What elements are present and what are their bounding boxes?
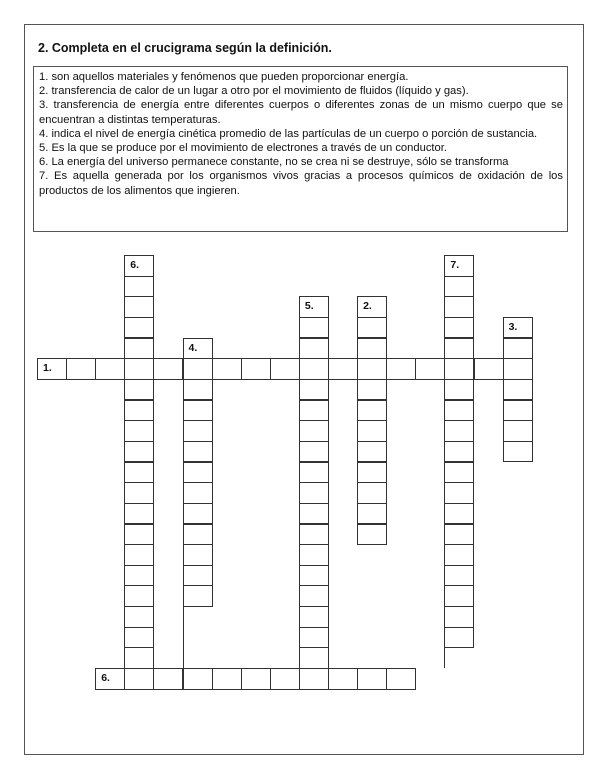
answer-cell[interactable] — [503, 400, 533, 422]
clue-number-cell — [37, 358, 67, 380]
answer-cell[interactable] — [183, 565, 213, 587]
clue-number-cell — [357, 296, 387, 318]
clue-number-cell — [503, 317, 533, 339]
answer-cell[interactable] — [444, 400, 474, 422]
clue-number-cell — [444, 255, 474, 277]
answer-cell[interactable] — [357, 338, 387, 360]
answer-cell[interactable] — [241, 668, 271, 690]
answer-cell[interactable] — [124, 544, 154, 566]
answer-cell[interactable] — [124, 338, 154, 360]
answer-cell[interactable] — [357, 379, 387, 401]
answer-cell[interactable] — [444, 338, 474, 360]
answer-cell[interactable] — [357, 462, 387, 484]
answer-cell[interactable] — [299, 647, 329, 669]
answer-cell[interactable] — [299, 503, 329, 525]
answer-cell[interactable] — [124, 668, 154, 690]
answer-cell[interactable] — [124, 400, 154, 422]
answer-cell[interactable] — [299, 441, 329, 463]
answer-cell[interactable] — [124, 606, 154, 628]
clue-number-label: 1. — [43, 362, 52, 375]
answer-cell[interactable] — [124, 379, 154, 401]
answer-cell[interactable] — [124, 482, 154, 504]
clue-number-label: 6. — [101, 672, 110, 684]
answer-cell[interactable] — [212, 358, 242, 380]
answer-cell[interactable] — [444, 317, 474, 339]
answer-cell[interactable] — [124, 647, 154, 669]
answer-cell[interactable] — [503, 338, 533, 360]
answer-cell[interactable] — [299, 606, 329, 628]
answer-cell[interactable] — [124, 565, 154, 587]
answer-cell[interactable] — [183, 420, 213, 442]
answer-cell[interactable] — [124, 503, 154, 525]
answer-cell[interactable] — [183, 503, 213, 525]
definition-7: 7. Es aquella generada por los organismos vivos gracias a procesos químicos de oxidación de los productos de los alimentos que ingieren. — [39, 170, 563, 197]
answer-cell[interactable] — [299, 544, 329, 566]
answer-cell[interactable] — [212, 668, 242, 690]
answer-cell[interactable] — [124, 317, 154, 339]
definition-2: 2. transferencia de calor de un lugar a otro por el movimiento de fluidos (líquido y gas). — [39, 85, 469, 98]
answer-cell[interactable] — [124, 358, 154, 380]
answer-cell[interactable] — [444, 420, 474, 442]
clue-number-cell — [299, 296, 329, 318]
answer-cell[interactable] — [183, 668, 213, 690]
answer-cell[interactable] — [503, 358, 533, 380]
answer-cell[interactable] — [299, 400, 329, 422]
answer-cell[interactable] — [444, 276, 474, 298]
exercise-title: 2. Completa en el crucigrama según la definición. — [38, 41, 332, 55]
answer-cell[interactable] — [299, 565, 329, 587]
answer-cell[interactable] — [153, 668, 183, 690]
answer-cell[interactable] — [95, 358, 125, 380]
answer-cell[interactable] — [503, 441, 533, 463]
answer-cell[interactable] — [357, 441, 387, 463]
answer-cell[interactable] — [183, 544, 213, 566]
answer-cell[interactable] — [357, 400, 387, 422]
clue-number-cell — [124, 255, 154, 277]
clue-number-label: 5. — [304, 300, 314, 313]
clue-number-label: 3. — [508, 320, 518, 333]
answer-cell[interactable] — [386, 358, 416, 380]
answer-cell[interactable] — [124, 627, 154, 649]
answer-cell[interactable] — [474, 358, 504, 380]
grid-guide-line — [444, 647, 445, 668]
grid-guide-line — [183, 606, 184, 668]
answer-cell[interactable] — [299, 317, 329, 339]
answer-cell[interactable] — [124, 524, 154, 546]
definition-5: 5. Es la que se produce por el movimiento de electrones a través de un conductor. — [39, 142, 447, 155]
clue-number-cell — [183, 338, 213, 360]
answer-cell[interactable] — [124, 462, 154, 484]
clue-number-label: 2. — [363, 300, 372, 313]
answer-cell[interactable] — [357, 503, 387, 525]
answer-cell[interactable] — [357, 524, 387, 546]
definition-6: 6. La energía del universo permanece constante, no se crea ni se destruye, sólo se transforma — [39, 156, 509, 169]
answer-cell[interactable] — [299, 379, 329, 401]
answer-cell[interactable] — [444, 441, 474, 463]
answer-cell[interactable] — [299, 627, 329, 649]
answer-cell[interactable] — [444, 462, 474, 484]
answer-cell[interactable] — [183, 379, 213, 401]
answer-cell[interactable] — [124, 276, 154, 298]
clue-number-cell — [95, 668, 125, 690]
answer-cell[interactable] — [357, 482, 387, 504]
answer-cell[interactable] — [66, 358, 96, 380]
answer-cell[interactable] — [444, 565, 474, 587]
answer-cell[interactable] — [328, 358, 358, 380]
answer-cell[interactable] — [444, 358, 474, 380]
answer-cell[interactable] — [386, 668, 416, 690]
answer-cell[interactable] — [183, 358, 213, 380]
answer-cell[interactable] — [357, 668, 387, 690]
answer-cell[interactable] — [299, 668, 329, 690]
answer-cell[interactable] — [124, 420, 154, 442]
answer-cell[interactable] — [357, 420, 387, 442]
answer-cell[interactable] — [299, 482, 329, 504]
answer-cell[interactable] — [444, 503, 474, 525]
answer-cell[interactable] — [270, 358, 300, 380]
answer-cell[interactable] — [357, 358, 387, 380]
answer-cell[interactable] — [503, 420, 533, 442]
answer-cell[interactable] — [183, 482, 213, 504]
definitions-box — [33, 66, 568, 232]
answer-cell[interactable] — [124, 441, 154, 463]
definition-4: 4. indica el nivel de energía cinética promedio de las partículas de un cuerpo o porción de sustancia. — [39, 127, 538, 140]
answer-cell[interactable] — [444, 606, 474, 628]
answer-cell[interactable] — [444, 524, 474, 546]
answer-cell[interactable] — [183, 400, 213, 422]
clue-number-label: 4. — [188, 341, 198, 354]
answer-cell[interactable] — [183, 441, 213, 463]
answer-cell[interactable] — [444, 627, 474, 649]
answer-cell[interactable] — [183, 524, 213, 546]
answer-cell[interactable] — [153, 358, 183, 380]
answer-cell[interactable] — [328, 668, 358, 690]
answer-cell[interactable] — [415, 358, 445, 380]
answer-cell[interactable] — [270, 668, 300, 690]
answer-cell[interactable] — [299, 524, 329, 546]
answer-cell[interactable] — [444, 544, 474, 566]
answer-cell[interactable] — [183, 462, 213, 484]
answer-cell[interactable] — [503, 379, 533, 401]
definition-3: 3. transferencia de energía entre diferentes cuerpos o diferentes zonas de un mismo cuerpo que se encuentran a distintas temperaturas. — [39, 99, 563, 126]
answer-cell[interactable] — [444, 482, 474, 504]
answer-cell[interactable] — [299, 338, 329, 360]
clue-number-label: 6. — [130, 259, 140, 271]
answer-cell[interactable] — [444, 585, 474, 607]
answer-cell[interactable] — [299, 462, 329, 484]
answer-cell[interactable] — [124, 585, 154, 607]
answer-cell[interactable] — [444, 296, 474, 318]
answer-cell[interactable] — [183, 585, 213, 607]
answer-cell[interactable] — [299, 420, 329, 442]
answer-cell[interactable] — [124, 296, 154, 318]
answer-cell[interactable] — [444, 379, 474, 401]
answer-cell[interactable] — [299, 585, 329, 607]
answer-cell[interactable] — [357, 317, 387, 339]
answer-cell[interactable] — [241, 358, 271, 380]
definition-1: 1. son aquellos materiales y fenómenos que pueden proporcionar energía. — [39, 71, 409, 83]
clue-number-label: 7. — [450, 259, 460, 271]
answer-cell[interactable] — [299, 358, 329, 380]
